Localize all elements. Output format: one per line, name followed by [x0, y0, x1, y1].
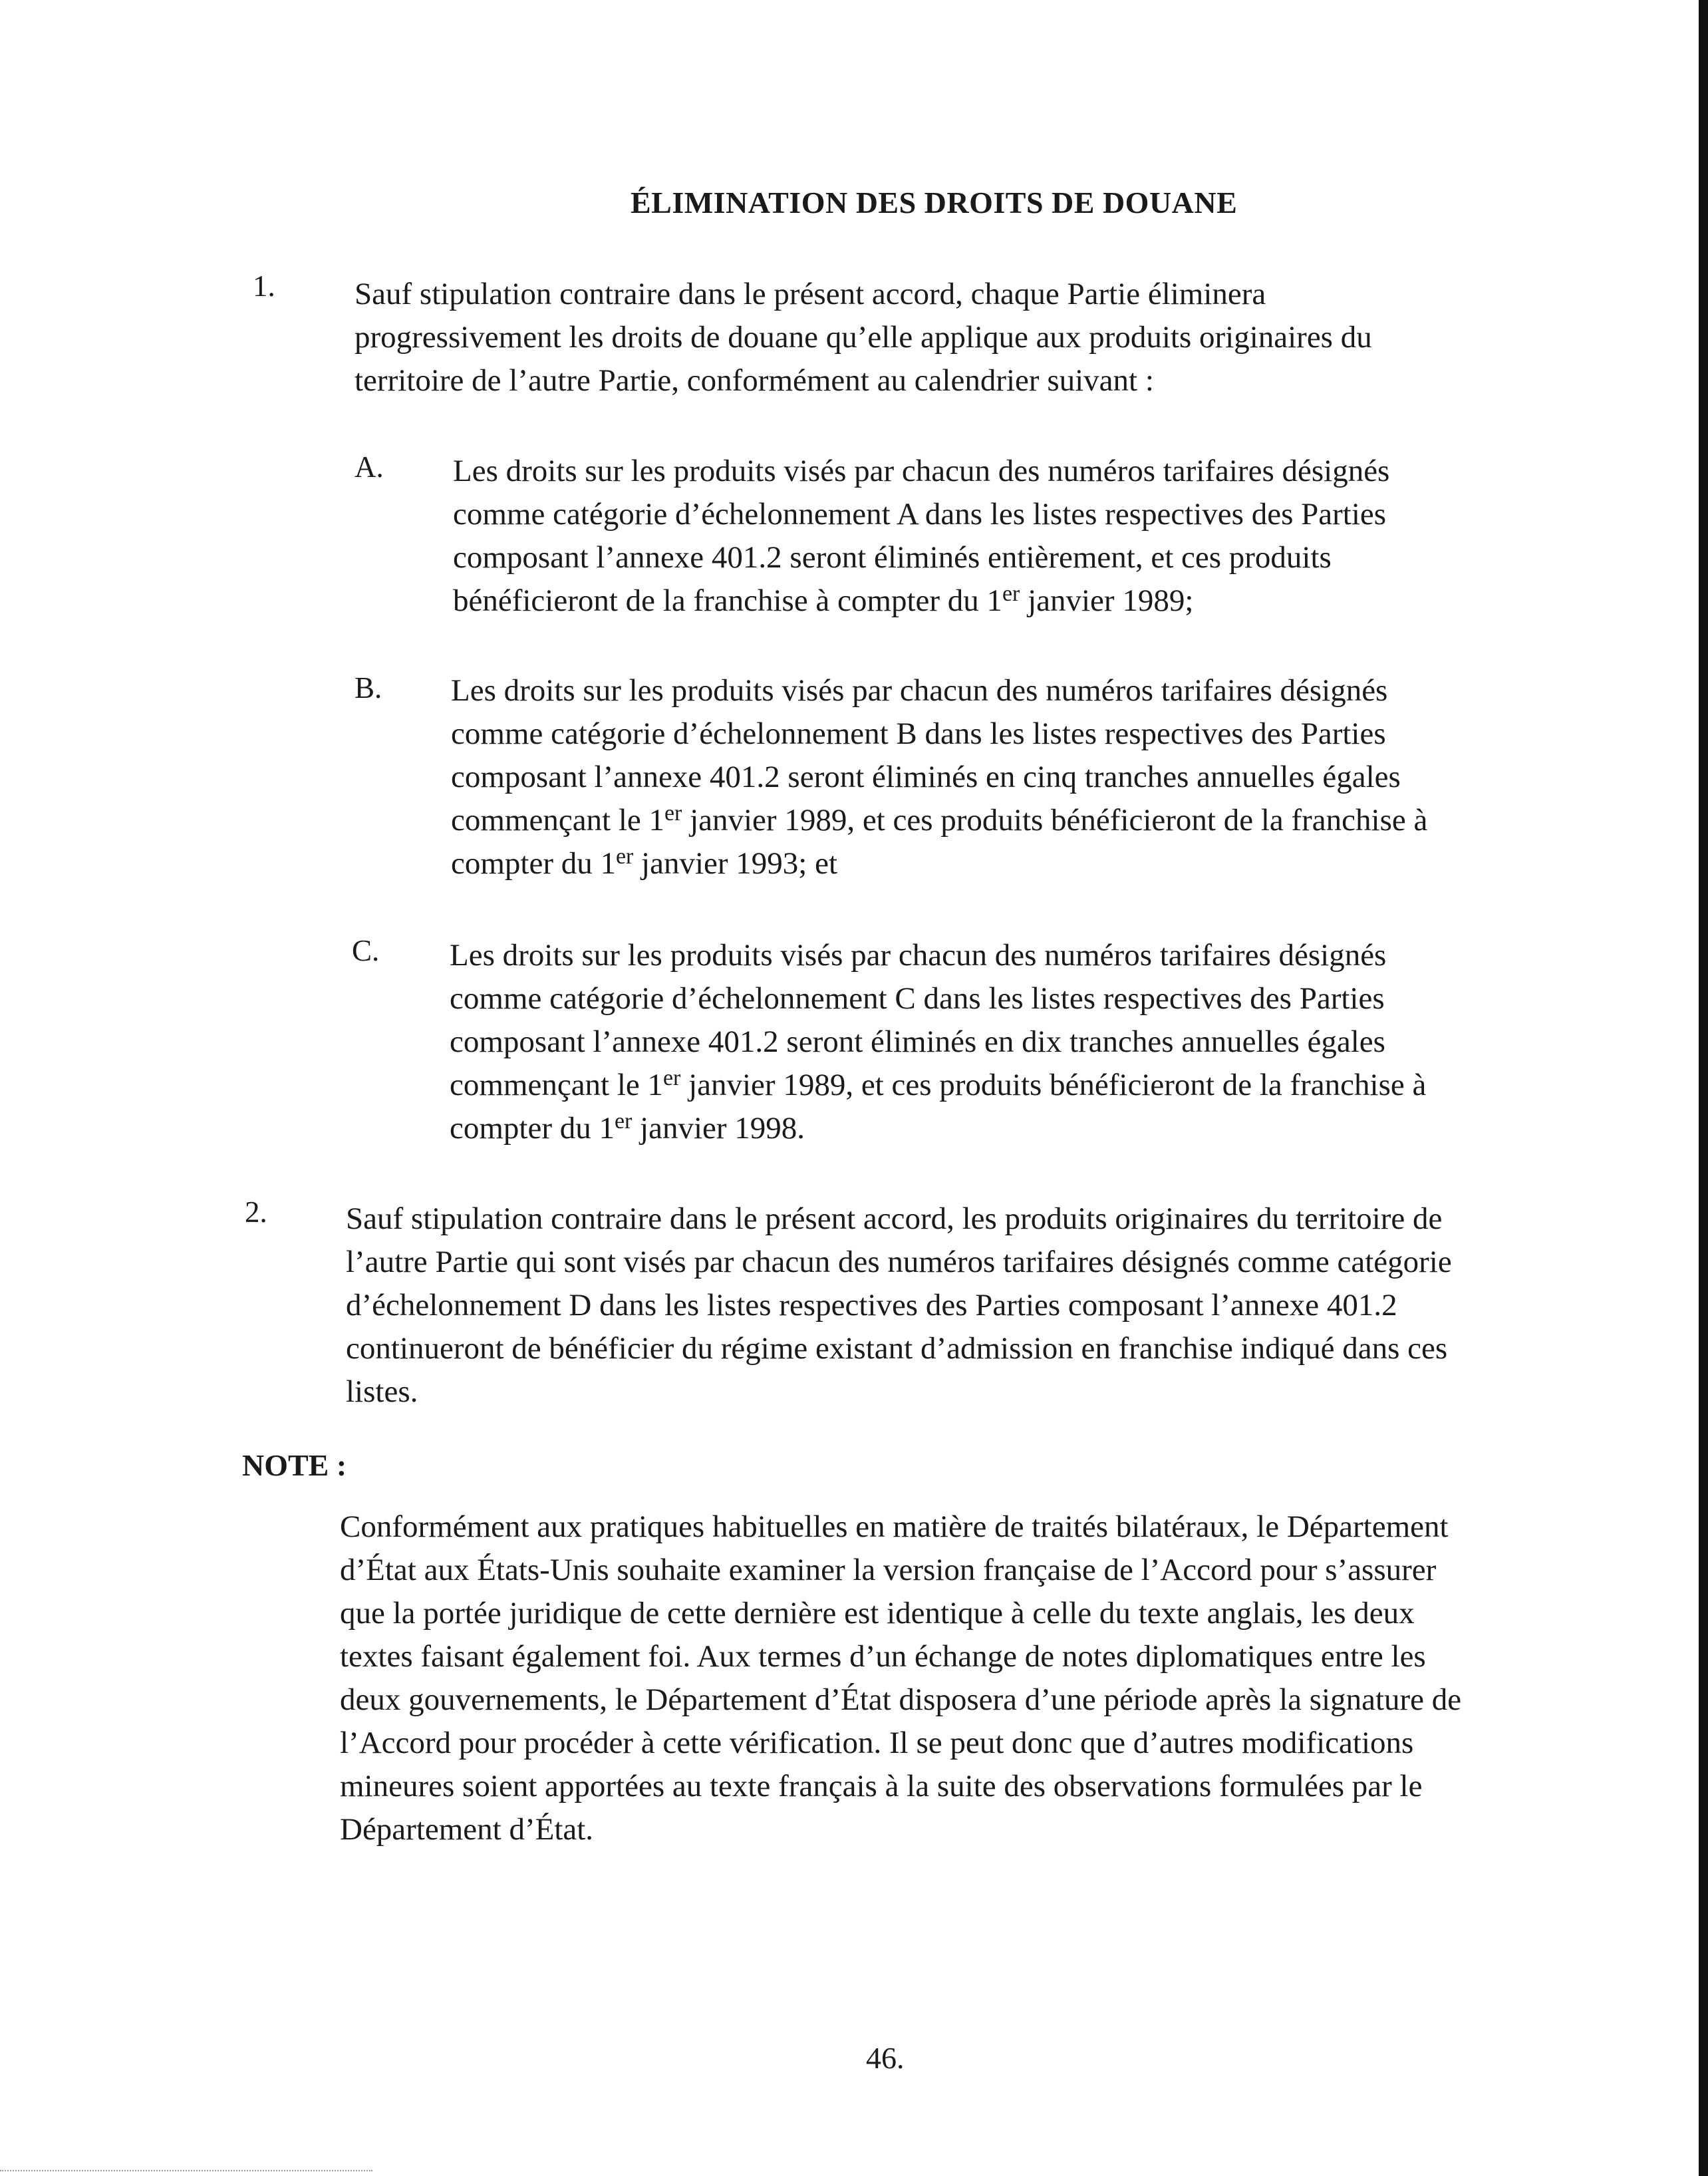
paragraph-line: Sauf stipulation contraire dans le présent accord, les produits originaires du territoire de	[346, 1201, 1443, 1236]
paragraph-line	[450, 1107, 1426, 1150]
paragraph-line	[451, 799, 1427, 842]
note-paragraph	[340, 1505, 1461, 1851]
ordinal-superscript: er	[663, 1065, 681, 1090]
paragraph-line: Département d’État.	[340, 1812, 594, 1847]
sub-item-b-paragraph	[451, 669, 1427, 885]
paragraph-line: deux gouvernements, le Département d’État disposera d’une période après la signature de	[340, 1682, 1462, 1717]
line-text: janvier 1989, et ces produits bénéficieront de la franchise à	[680, 1068, 1427, 1102]
paragraph-line: comme catégorie d’échelonnement C dans les listes respectives des Parties	[450, 981, 1385, 1016]
sub-item-a-paragraph	[453, 450, 1389, 623]
paragraph-line: comme catégorie d’échelonnement A dans les listes respectives des Parties	[453, 497, 1387, 532]
ordinal-superscript: er	[616, 844, 634, 869]
paragraph-line: textes faisant également foi. Aux termes d’un échange de notes diplomatiques entre les	[340, 1639, 1426, 1674]
scan-artifact-line	[0, 2170, 372, 2171]
paragraph-line: d’échelonnement D dans les listes respectives des Parties composant l’annexe 401.2	[346, 1288, 1397, 1322]
line-text: janvier 1993; et	[633, 846, 837, 881]
page-title: ÉLIMINATION DES DROITS DE DOUANE	[631, 186, 1238, 220]
paragraph-line	[450, 1064, 1426, 1107]
paragraph-line: territoire de l’autre Partie, conformément au calendrier suivant :	[355, 363, 1154, 398]
paragraph-line: continueront de bénéficier du régime existant d’admission en franchise indiqué dans ces	[346, 1331, 1448, 1366]
ordinal-superscript: er	[664, 800, 682, 826]
scan-page-edge	[1699, 0, 1708, 2176]
paragraph-line: composant l’annexe 401.2 seront éliminés en cinq tranches annuelles égales	[451, 760, 1401, 794]
line-text: commençant le 1	[450, 1068, 664, 1102]
paragraph-line: Les droits sur les produits visés par chacun des numéros tarifaires désignés	[451, 673, 1388, 708]
paragraph-line: Sauf stipulation contraire dans le présent accord, chaque Partie éliminera	[355, 277, 1266, 311]
line-text: janvier 1989;	[1020, 583, 1194, 618]
paragraph-line	[453, 579, 1389, 623]
line-text: commençant le 1	[451, 803, 665, 838]
item-1-number: 1.	[253, 269, 275, 303]
paragraph-line: Les droits sur les produits visés par chacun des numéros tarifaires désignés	[450, 938, 1387, 973]
line-text: compter du 1	[451, 846, 616, 881]
paragraph-line: composant l’annexe 401.2 seront éliminés en dix tranches annuelles égales	[450, 1024, 1385, 1059]
ordinal-superscript: er	[615, 1108, 633, 1134]
paragraph-line: Les droits sur les produits visés par chacun des numéros tarifaires désignés	[453, 454, 1390, 488]
item-2-paragraph	[346, 1197, 1452, 1414]
paragraph-line	[451, 842, 1427, 885]
item-2-number: 2.	[245, 1195, 267, 1229]
sub-item-b-letter: B.	[355, 671, 382, 704]
paragraph-line: comme catégorie d’échelonnement B dans les listes respectives des Parties	[451, 716, 1386, 751]
sub-item-a-letter: A.	[355, 450, 384, 484]
paragraph-line: composant l’annexe 401.2 seront éliminés entièrement, et ces produits	[453, 540, 1332, 575]
paragraph-line: que la portée juridique de cette dernière est identique à celle du texte anglais, les deux	[340, 1596, 1415, 1631]
paragraph-line: progressivement les droits de douane qu’elle applique aux produits originaires du	[355, 320, 1372, 355]
note-heading: NOTE :	[242, 1448, 347, 1482]
line-text: bénéficieront de la franchise à compter du 1	[453, 583, 1003, 618]
sub-item-c-letter: C.	[352, 934, 380, 967]
page-number: 46.	[866, 2041, 905, 2075]
line-text: janvier 1998.	[632, 1111, 805, 1146]
paragraph-line: Conformément aux pratiques habituelles en matière de traités bilatéraux, le Département	[340, 1509, 1449, 1544]
sub-item-c-paragraph	[450, 934, 1426, 1150]
ordinal-superscript: er	[1002, 581, 1020, 606]
paragraph-line: l’Accord pour procéder à cette vérification. Il se peut donc que d’autres modifications	[340, 1726, 1414, 1760]
line-text: janvier 1989, et ces produits bénéficieront de la franchise à	[682, 803, 1428, 838]
paragraph-line: mineures soient apportées au texte français à la suite des observations formulées par le	[340, 1769, 1423, 1803]
line-text: compter du 1	[450, 1111, 615, 1146]
paragraph-line: d’État aux États-Unis souhaite examiner la version française de l’Accord pour s’assurer	[340, 1553, 1437, 1587]
item-1-paragraph	[355, 273, 1372, 402]
paragraph-line: listes.	[346, 1374, 418, 1409]
paragraph-line: l’autre Partie qui sont visés par chacun des numéros tarifaires désignés comme catégorie	[346, 1245, 1452, 1279]
